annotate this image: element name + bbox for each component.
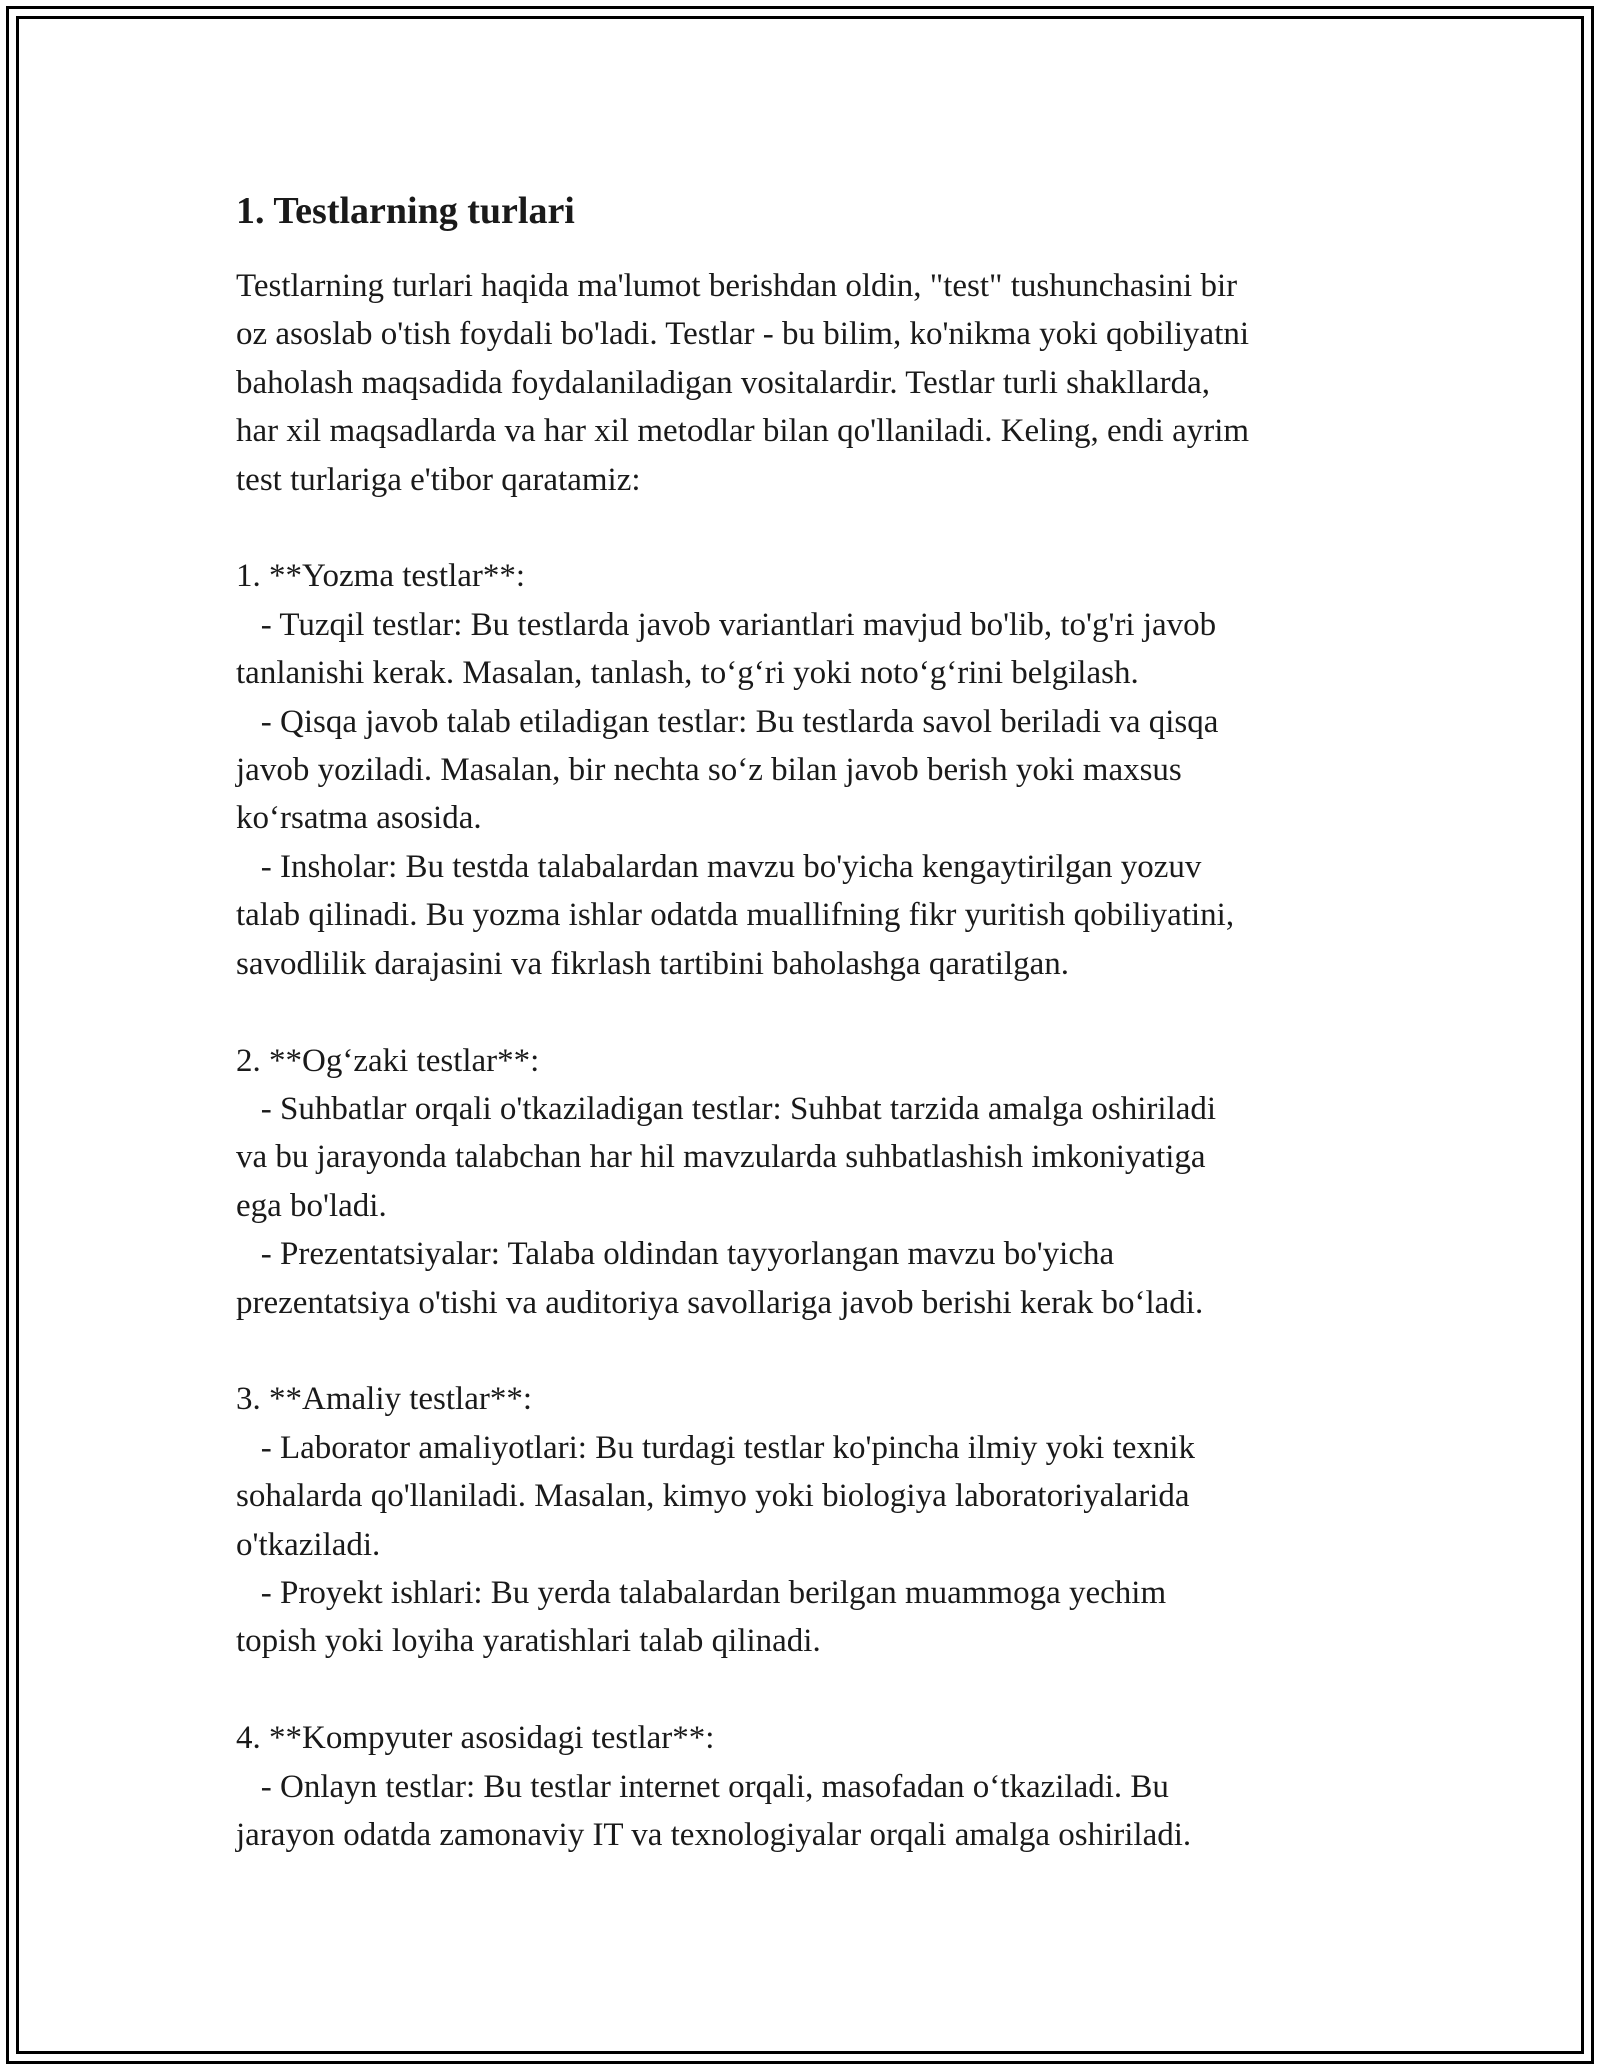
document-body (236, 186, 1386, 1859)
section-4-title: 4. **Kompyuter asosidagi testlar**: (236, 1720, 715, 1757)
section-1-body: - Tuzqil testlar: Bu testlarda javob variantlari mavjud bo'lib, to'g'ri javob tanlanishi kerak. Masalan, tanlash, to‘g‘ri yoki noto‘g‘rini belgilash. - Qisqa javob talab etiladigan testlar: Bu testlarda savol beriladi va qisqa javob yoziladi. Masalan, bir nechta so‘z bilan javob berish yoki maxsus ko‘rsatma asosida. - Insholar: Bu testda talabalardan mavzu bo'yicha kengaytirilgan yozuv talab qilinadi. Bu yozma ishlar odatda muallifning fikr yuritish qobiliyatini, savodlilik darajasini va fikrlash tartibini baholashga qaratilgan. (236, 606, 1235, 982)
blank-line (236, 1666, 1386, 1714)
section-2-body: - Suhbatlar orqali o'tkaziladigan testlar: Suhbat tarzida amalga oshiriladi va bu jarayonda talabchan har hil mavzularda suhbatlashish imkoniyatiga ega bo'ladi. - Prezentatsiyalar: Talaba oldindan tayyorlangan mavzu bo'yicha prezentatsiya o'tishi va auditoriya savollariga javob berishi kerak bo‘ladi. (236, 1090, 1217, 1321)
section-2-title: 2. **Og‘zaki testlar**: (236, 1042, 540, 1079)
section-3-title: 3. **Amaliy testlar**: (236, 1381, 533, 1418)
blank-line (236, 504, 1386, 552)
section-4-body: - Onlayn testlar: Bu testlar internet orqali, masofadan o‘tkaziladi. Bu jarayon odatda zamonaviy IT va texnologiyalar orqali amalga oshiriladi. (236, 1768, 1192, 1853)
section-1-title: 1. **Yozma testlar**: (236, 558, 526, 595)
blank-line (236, 1327, 1386, 1375)
blank-line (236, 988, 1386, 1036)
intro-paragraph: Testlarning turlari haqida ma'lumot berishdan oldin, "test" tushunchasini bir oz asoslab o'tish foydali bo'ladi. Testlar - bu bilim, ko'nikma yoki qobiliyatni baholash maqsadida foydalaniladigan vositalardir. Testlar turli shakllarda, har xil maqsadlarda va har xil metodlar bilan qo'llaniladi. Keling, endi ayrim test turlariga e'tibor qaratamiz: (236, 268, 1250, 498)
section-heading: 1. Testlarning turlari (236, 190, 575, 232)
section-3-body: - Laborator amaliyotlari: Bu turdagi testlar ko'pincha ilmiy yoki texnik sohalarda qo'llaniladi. Masalan, kimyo yoki biologiya laboratoriyalarida o'tkaziladi. - Proyekt ishlari: Bu yerda talabalardan berilgan muammoga yechim topish yoki loyiha yaratishlari talab qilinadi. (236, 1429, 1196, 1660)
